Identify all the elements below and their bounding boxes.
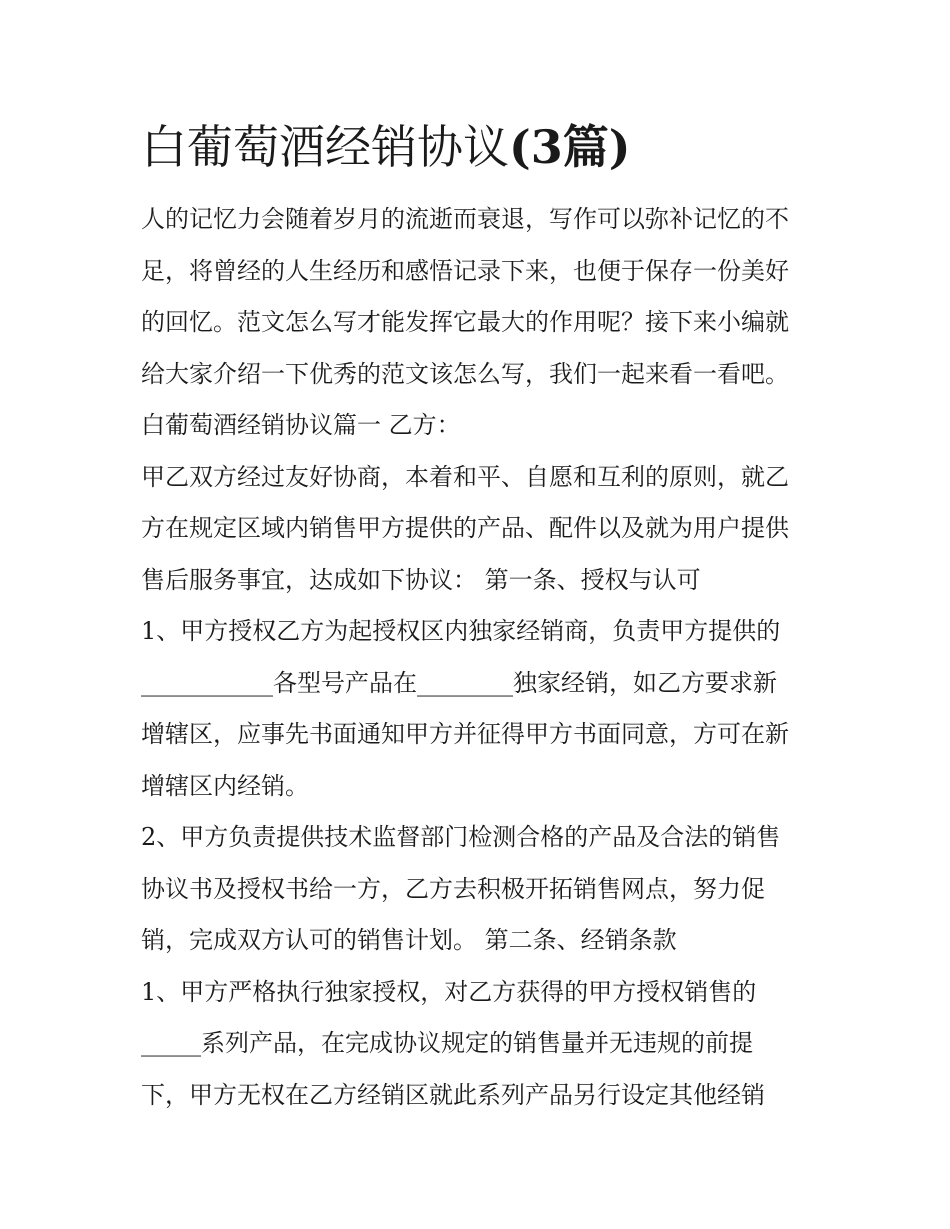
- intro-paragraph: [141, 194, 821, 400]
- text-line: 2、甲方负责提供技术监督部门检测合格的产品及合法的销售: [141, 823, 781, 851]
- text-line: 1、甲方授权乙方为起授权区内独家经销商，负责甲方提供的: [141, 617, 781, 645]
- text-line: 的回忆。范文怎么写才能发挥它最大的作用呢？接下来小编就: [141, 308, 789, 336]
- text-line: 方在规定区域内销售甲方提供的产品、配件以及就为用户提供: [141, 514, 789, 542]
- clause-1-2: [141, 812, 821, 967]
- text-line: 下，甲方无权在乙方经销区就此系列产品另行设定其他经销: [141, 1080, 765, 1109]
- text-line: 销，完成双方认可的销售计划。 第二条、经销条款: [141, 926, 677, 954]
- text-line: 售后服务事宜，达成如下协议： 第一条、授权与认可: [141, 565, 701, 594]
- text-line: 白葡萄酒经销协议篇一 乙方：: [141, 411, 461, 439]
- text-line: 1、甲方严格执行独家授权，对乙方获得的甲方授权销售的: [141, 977, 757, 1006]
- clause-1-1: [141, 606, 821, 812]
- section-heading: [141, 400, 821, 452]
- title-main: 白葡萄酒经销协议: [141, 120, 509, 174]
- clause-2-1: [141, 967, 821, 1122]
- text-line: 足，将曾经的人生经历和感悟记录下来，也便于保存一份美好: [141, 256, 789, 285]
- text-line: 人的记忆力会随着岁月的流逝而衰退，写作可以弥补记忆的不: [141, 205, 789, 233]
- document-page: [141, 112, 821, 1121]
- text-line: 协议书及授权书给一方，乙方去积极开拓销售网点，努力促: [141, 874, 765, 903]
- text-line: 甲乙双方经过友好协商，本着和平、自愿和互利的原则，就乙: [141, 462, 789, 491]
- text-line: 增辖区内经销。: [141, 771, 309, 800]
- document-title: [141, 112, 821, 182]
- text-line: 给大家介绍一下优秀的范文该怎么写，我们一起来看一看吧。: [141, 359, 789, 388]
- agreement-preamble: [141, 452, 821, 607]
- title-suffix: (3篇): [509, 120, 631, 174]
- text-line: ___________各型号产品在________独家经销，如乙方要求新: [141, 668, 777, 697]
- text-line: 增辖区，应事先书面通知甲方并征得甲方书面同意，方可在新: [141, 720, 789, 748]
- text-line: _____系列产品，在完成协议规定的销售量并无违规的前提: [141, 1029, 753, 1057]
